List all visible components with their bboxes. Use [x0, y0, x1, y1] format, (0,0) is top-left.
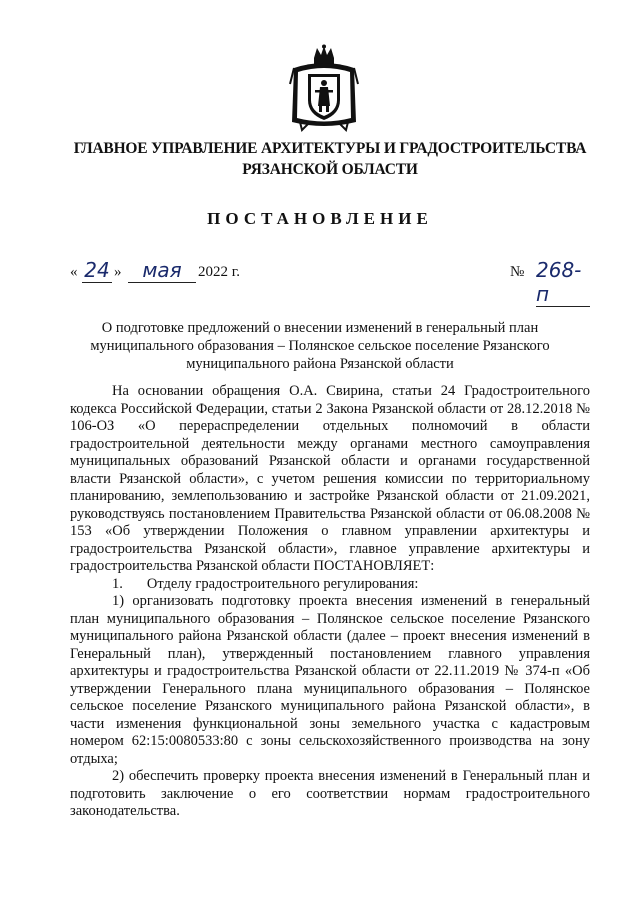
subject-line2: муниципального образования – Полянское сельское поселение Рязанского: [90, 338, 550, 354]
document-type: ПОСТАНОВЛЕНИЕ: [207, 209, 433, 228]
document-body: [70, 383, 590, 821]
ryazan-coat-of-arms-icon: [288, 44, 360, 132]
document-number: 268-п: [536, 258, 590, 307]
org-title-line2: РЯЗАНСКОЙ ОБЛАСТИ: [242, 161, 418, 178]
date-year: 2022 г.: [198, 264, 240, 280]
date-number-line: [70, 258, 590, 306]
open-quote: «: [70, 264, 78, 280]
org-title-line1: ГЛАВНОЕ УПРАВЛЕНИЕ АРХИТЕКТУРЫ И ГРАДОСТРОИТЕЛЬСТВА: [73, 140, 587, 157]
subitem-2-paragraph: 2) обеспечить проверку проекта внесения изменений в Генеральный план и подготовить заключение о его соответствии нормам градостроительного законодательства.: [70, 768, 590, 819]
subject-line1: О подготовке предложений о внесении изменений в генеральный план: [101, 320, 539, 336]
item-1-paragraph: [70, 576, 590, 594]
preamble-paragraph: На основании обращения О.А. Свирина, статьи 24 Градостроительного кодекса Российской Федерации, статьи 2 Закона Рязанской области от 28.12.2018 № 106-ОЗ «О перераспределении отдельных полномочий в области градостроительной деятельности между органами местного самоуправления муниципальных образований Рязанской области и органами государственной власти Рязанской области», с учетом решения комиссии по территориальному планированию, землепользованию и застройке Рязанской области от 21.09.2021, руководствуясь постановлением Правительства Рязанской области от 06.08.2008 № 153 «Об утверждении Положения о главном управлении архитектуры и градостроительства Рязанской области», главное управление архитектуры и градостроительства Рязанской области ПОСТАНОВЛЯЕТ:: [70, 383, 590, 574]
document-subject: [90, 319, 550, 373]
date-month: мая: [128, 258, 196, 283]
number-label: №: [510, 264, 525, 280]
item-1-text: Отделу градостроительного регулирования:: [146, 575, 419, 592]
organization-title: [40, 138, 620, 180]
subitem-1-paragraph: 1) организовать подготовку проекта внесения изменений в генеральный план муниципального образования – Полянское сельское поселение Рязанского муниципального района Рязанской области (далее – проект внесения изменений в Генеральный план), утвержденный постановлением главного управления архитектуры и градостроительства Рязанской области от 22.11.2019 № 374-п «Об утверждении Генерального плана муниципального образования – Полянское сельское поселение Рязанского муниципального района Рязанской области», в части изменения функциональной зоны земельного участка с кадастровым номером 62:15:0080533:80 с зоны сельскохозяйственного производства на зону отдыха;: [70, 593, 590, 767]
subject-line3: муниципального района Рязанской области: [186, 356, 454, 372]
date-day: 24: [82, 258, 112, 283]
item-1-number: 1.: [112, 575, 123, 592]
close-quote: »: [114, 264, 122, 280]
